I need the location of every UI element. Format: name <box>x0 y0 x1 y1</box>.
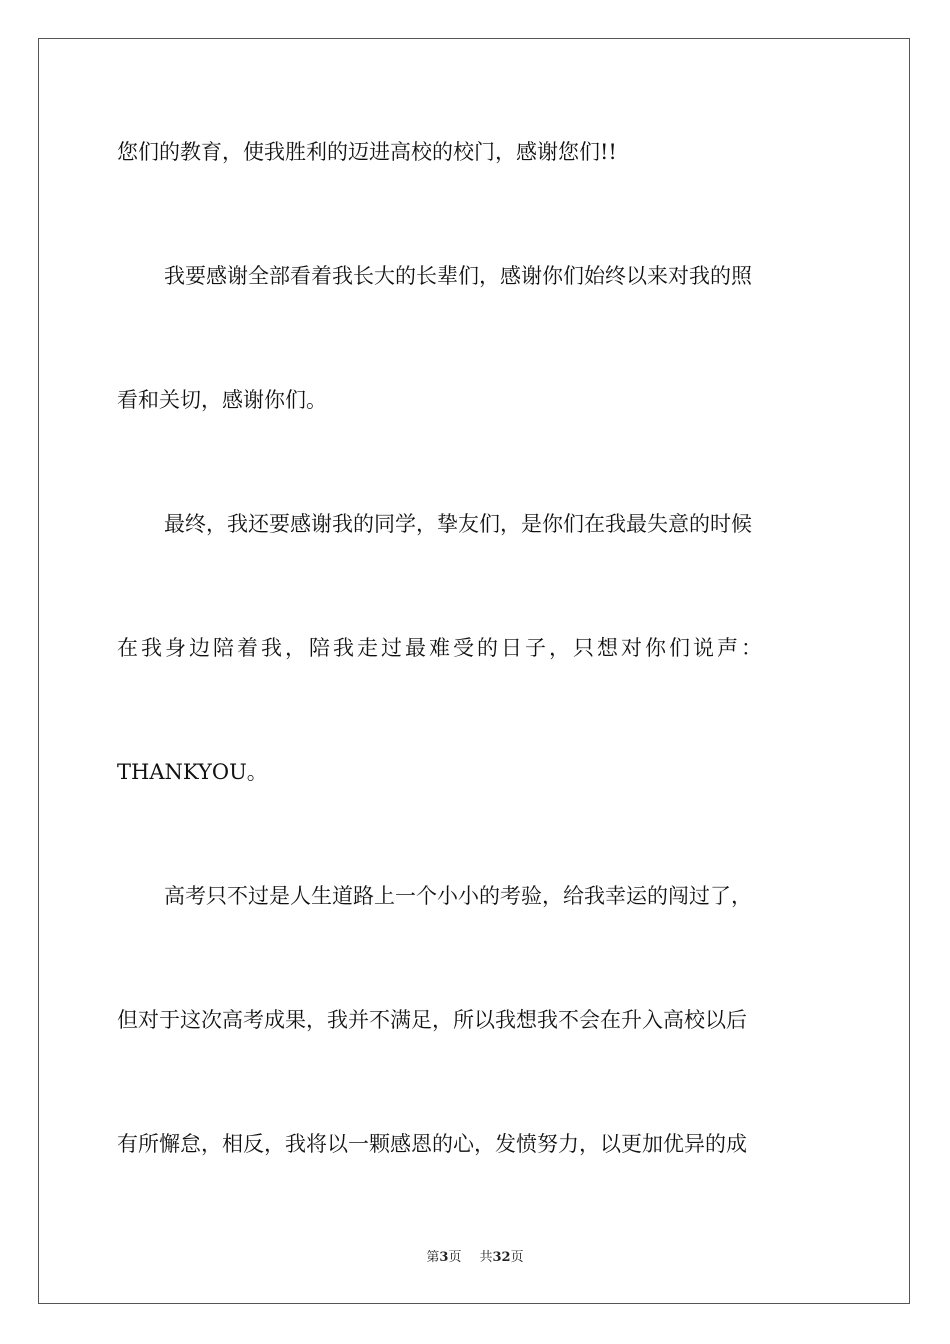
footer-total-pages: 32 <box>492 1250 511 1265</box>
body-line-5: 在我身边陪着我，陪我走过最难受的日子，只想对你们说声： <box>117 636 765 660</box>
body-line-2: 我要感谢全部看着我长大的长辈们，感谢你们始终以来对我的照 <box>164 264 752 288</box>
body-line-7: 高考只不过是人生道路上一个小小的考验，给我幸运的闯过了， <box>164 884 752 908</box>
body-line-8: 但对于这次高考成果，我并不满足，所以我想我不会在升入高校以后 <box>117 1008 747 1032</box>
footer-page-suffix: 页 <box>448 1250 462 1265</box>
body-line-1: 您们的教育，使我胜利的迈进高校的校门，感谢您们!! <box>117 140 617 164</box>
page-border <box>38 38 910 1304</box>
footer-total-suffix: 页 <box>510 1250 524 1265</box>
body-line-4: 最终，我还要感谢我的同学，挚友们，是你们在我最失意的时候 <box>164 512 752 536</box>
body-line-3: 看和关切，感谢你们。 <box>117 388 327 412</box>
footer-total-prefix: 共 <box>479 1250 493 1265</box>
page-footer <box>0 1249 950 1267</box>
footer-page-number: 3 <box>439 1250 449 1265</box>
body-line-6: THANKYOU。 <box>117 760 268 784</box>
footer-page-prefix: 第 <box>426 1250 440 1265</box>
body-line-9: 有所懈怠，相反，我将以一颗感恩的心，发愤努力，以更加优异的成 <box>117 1132 747 1156</box>
